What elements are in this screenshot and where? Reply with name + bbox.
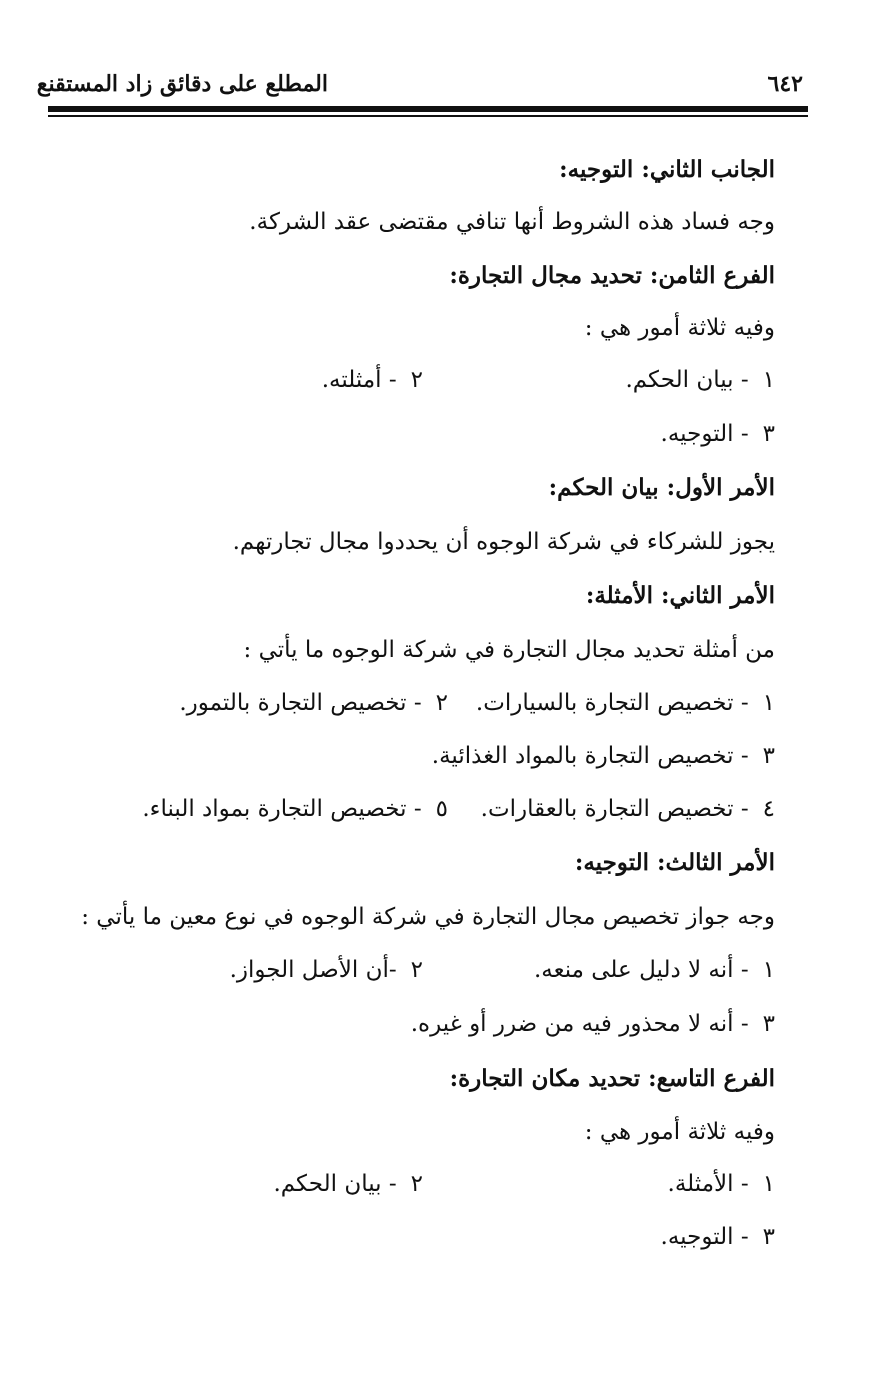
list-text: - الأمثلة. (667, 1171, 749, 1197)
book-title: المطلع على دقائق زاد المستقنع (36, 71, 328, 97)
list-number: ٥ (435, 796, 448, 822)
list-number: ٣ (762, 421, 775, 447)
list-item (411, 998, 775, 1050)
list-text: - تخصيص التجارة بالعقارات. (480, 796, 749, 822)
paragraph: وجه جواز تخصيص مجال التجارة في شركة الوجوه في نوع معين ما يأتي : (81, 904, 775, 930)
list-text: - تخصيص التجارة بالمواد الغذائية. (431, 743, 749, 769)
list-item (661, 1211, 775, 1263)
list-number: ٣ (762, 1224, 775, 1250)
list-text: - التوجيه. (660, 421, 749, 447)
list-item (432, 730, 775, 782)
paragraph: وفيه ثلاثة أمور هي : (584, 315, 775, 341)
list-item (625, 354, 775, 406)
list-number: ٢ (435, 690, 448, 716)
list-number: ٢ (410, 957, 423, 983)
branch-heading: الفرع الثامن: تحديد مجال التجارة: (449, 262, 775, 289)
list-item (476, 677, 775, 729)
paragraph: وفيه ثلاثة أمور هي : (584, 1119, 775, 1145)
list-item (230, 944, 423, 996)
list-number: ٣ (762, 1011, 775, 1037)
list-text: - التوجيه. (660, 1224, 749, 1250)
paragraph: من أمثلة تحديد مجال التجارة في شركة الوجوه ما يأتي : (243, 637, 775, 663)
list-number: ١ (762, 1171, 775, 1197)
list-item (273, 1158, 423, 1210)
list-number: ٣ (762, 743, 775, 769)
list-number: ١ (762, 957, 775, 983)
list-number: ١ (762, 690, 775, 716)
list-text: - تخصيص التجارة بالتمور. (179, 690, 422, 716)
list-text: -أن الأصل الجواز. (229, 957, 397, 983)
list-number: ٤ (762, 796, 775, 822)
list-text: - تخصيص التجارة بالسيارات. (475, 690, 749, 716)
list-text: - بيان الحكم. (625, 367, 749, 393)
header-rule-thin (48, 115, 808, 117)
list-item (179, 677, 448, 729)
list-item (661, 408, 775, 460)
list-text: - أنه لا دليل على منعه. (533, 957, 749, 983)
list-item (142, 783, 448, 835)
list-text: - أنه لا محذور فيه من ضرر أو غيره. (410, 1011, 749, 1037)
branch-heading: الفرع التاسع: تحديد مكان التجارة: (449, 1065, 775, 1092)
paragraph: وجه فساد هذه الشروط أنها تنافي مقتضى عقد الشركة. (249, 209, 775, 235)
list-item (322, 354, 423, 406)
list-text: - تخصيص التجارة بمواد البناء. (142, 796, 422, 822)
section-heading: الأمر الثالث: التوجيه: (574, 849, 775, 876)
list-text: - أمثلته. (321, 367, 397, 393)
paragraph: يجوز للشركاء في شركة الوجوه أن يحددوا مجال تجارتهم. (232, 529, 775, 555)
section-heading: الجانب الثاني: التوجيه: (559, 156, 775, 183)
list-item (481, 783, 775, 835)
list-number: ٢ (410, 1171, 423, 1197)
section-heading: الأمر الأول: بيان الحكم: (548, 474, 775, 501)
list-text: - بيان الحكم. (273, 1171, 397, 1197)
header-rule-thick (48, 106, 808, 112)
list-number: ٢ (410, 367, 423, 393)
list-number: ١ (762, 367, 775, 393)
list-item (534, 944, 775, 996)
section-heading: الأمر الثاني: الأمثلة: (585, 582, 775, 609)
list-item (668, 1158, 775, 1210)
page-number: ٦٤٢ (767, 71, 803, 97)
